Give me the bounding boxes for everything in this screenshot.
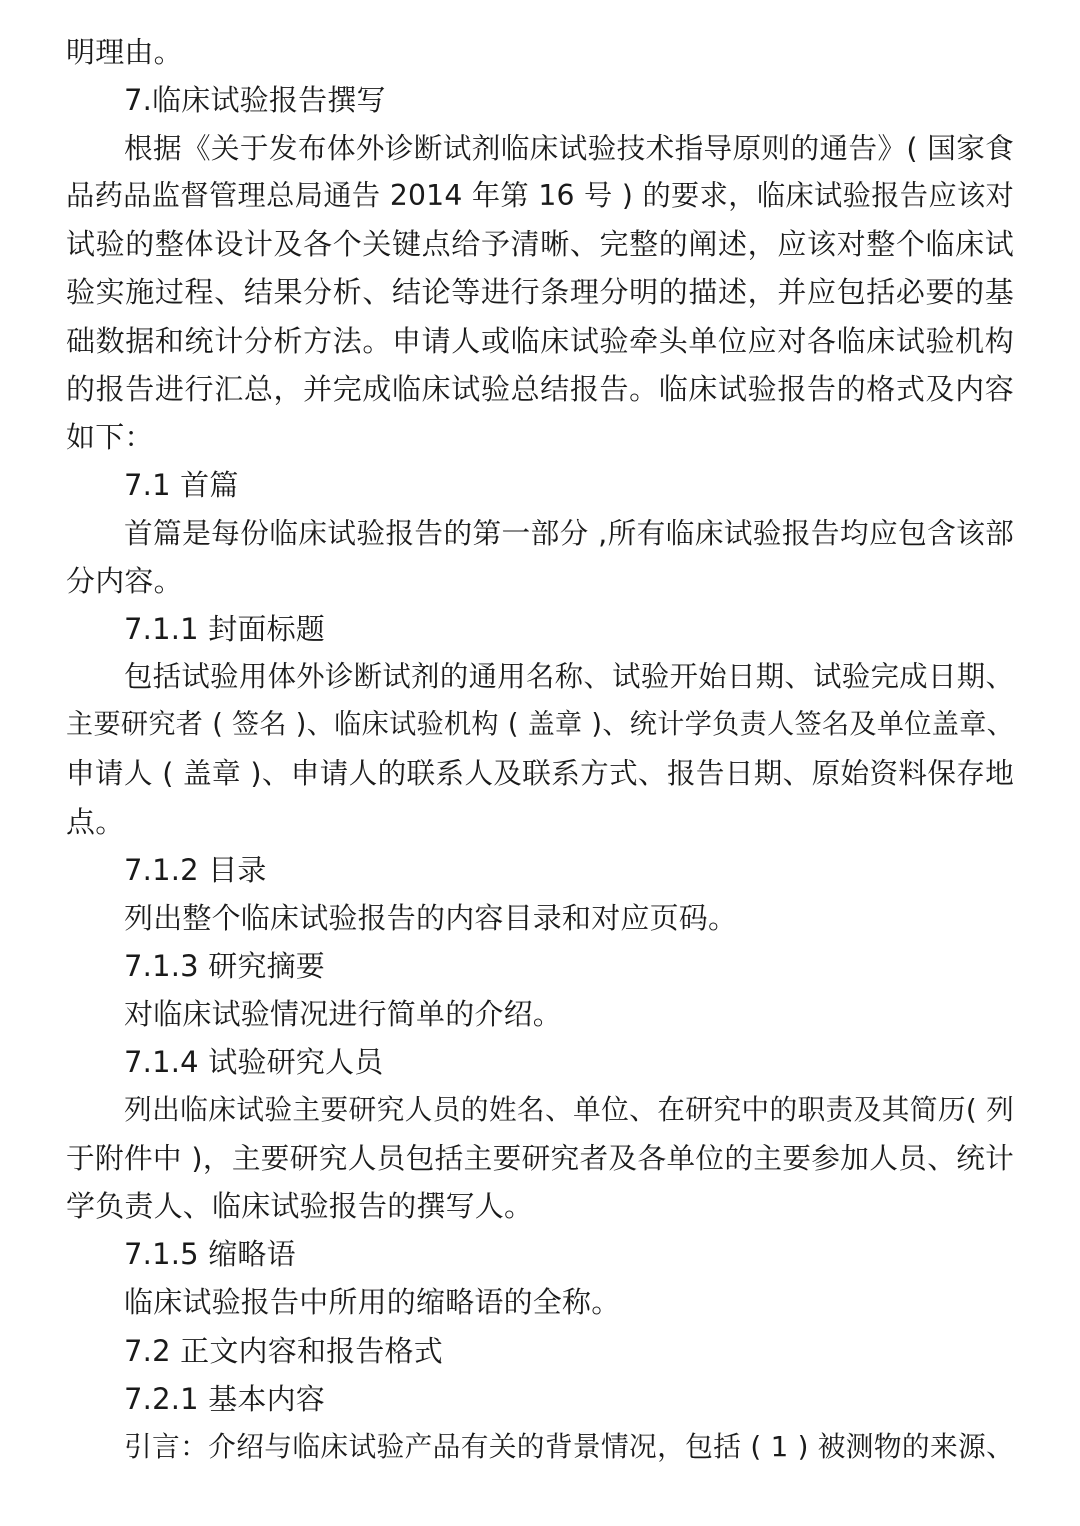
section-heading-7-2: 7.2 正文内容和报告格式 bbox=[124, 1333, 443, 1368]
text-line-11: 首篇是每份临床试验报告的第一部分 ,所有临床试验报告均应包含该部 bbox=[124, 515, 1014, 550]
text-line-1: 明理由。 bbox=[66, 35, 183, 69]
text-line-4: 品药品监督管理总局通告 2014 年第 16 号 ) 的要求，临床试验报告应该对 bbox=[66, 179, 1014, 213]
text-line-25: 学负责人、临床试验报告的撰写人。 bbox=[66, 1189, 534, 1224]
text-line-6: 验实施过程、结果分析、结论等进行条理分明的描述，并应包括必要的基 bbox=[66, 275, 1014, 310]
text-line-19: 列出整个临床试验报告的内容目录和对应页码。 bbox=[124, 900, 738, 935]
text-line-24: 于附件中 )，主要研究人员包括主要研究者及各单位的主要参加人员、统计 bbox=[66, 1141, 1014, 1176]
text-line-12: 分内容。 bbox=[66, 564, 183, 599]
section-heading-7-1-3: 7.1.3 研究摘要 bbox=[124, 948, 326, 983]
text-line-3: 根据《关于发布体外诊断试剂临床试验技术指导原则的通告》( 国家食 bbox=[124, 131, 1014, 166]
section-heading-7-1-1: 7.1.1 封面标题 bbox=[124, 612, 326, 647]
section-heading-7: 7.临床试验报告撰写 bbox=[124, 83, 386, 118]
section-heading-7-1-4: 7.1.4 试验研究人员 bbox=[124, 1044, 384, 1079]
text-line-21: 对临床试验情况进行简单的介绍。 bbox=[124, 996, 563, 1031]
document-body bbox=[66, 28, 1014, 1471]
text-line-14: 包括试验用体外诊断试剂的通用名称、试验开始日期、试验完成日期、 bbox=[124, 660, 1014, 694]
text-line-27: 临床试验报告中所用的缩略语的全称。 bbox=[124, 1285, 621, 1320]
text-line-17: 点。 bbox=[66, 804, 125, 839]
section-heading-7-1-2: 7.1.2 目录 bbox=[124, 852, 267, 887]
section-heading-7-1-5: 7.1.5 缩略语 bbox=[124, 1237, 296, 1272]
text-line-5: 试验的整体设计及各个关键点给予清晰、完整的阐述，应该对整个临床试 bbox=[66, 227, 1014, 262]
text-line-30: 引言：介绍与临床试验产品有关的背景情况，包括 ( 1 ) 被测物的来源、 bbox=[124, 1429, 1014, 1463]
text-line-7: 础数据和统计分析方法。申请人或临床试验牵头单位应对各临床试验机构 bbox=[66, 323, 1014, 358]
text-line-15: 主要研究者 ( 签名 )、临床试验机构 ( 盖章 )、统计学负责人签名及单位盖章、 bbox=[66, 709, 1014, 741]
section-heading-7-2-1: 7.2.1 基本内容 bbox=[124, 1381, 326, 1416]
section-heading-7-1: 7.1 首篇 bbox=[124, 467, 239, 502]
text-line-23: 列出临床试验主要研究人员的姓名、单位、在研究中的职责及其简历( 列 bbox=[124, 1093, 1014, 1127]
text-line-8: 的报告进行汇总，并完成临床试验总结报告。临床试验报告的格式及内容 bbox=[66, 371, 1014, 406]
text-line-9: 如下： bbox=[66, 419, 154, 454]
text-line-16: 申请人 ( 盖章 )、申请人的联系人及联系方式、报告日期、原始资料保存地 bbox=[66, 756, 1014, 791]
